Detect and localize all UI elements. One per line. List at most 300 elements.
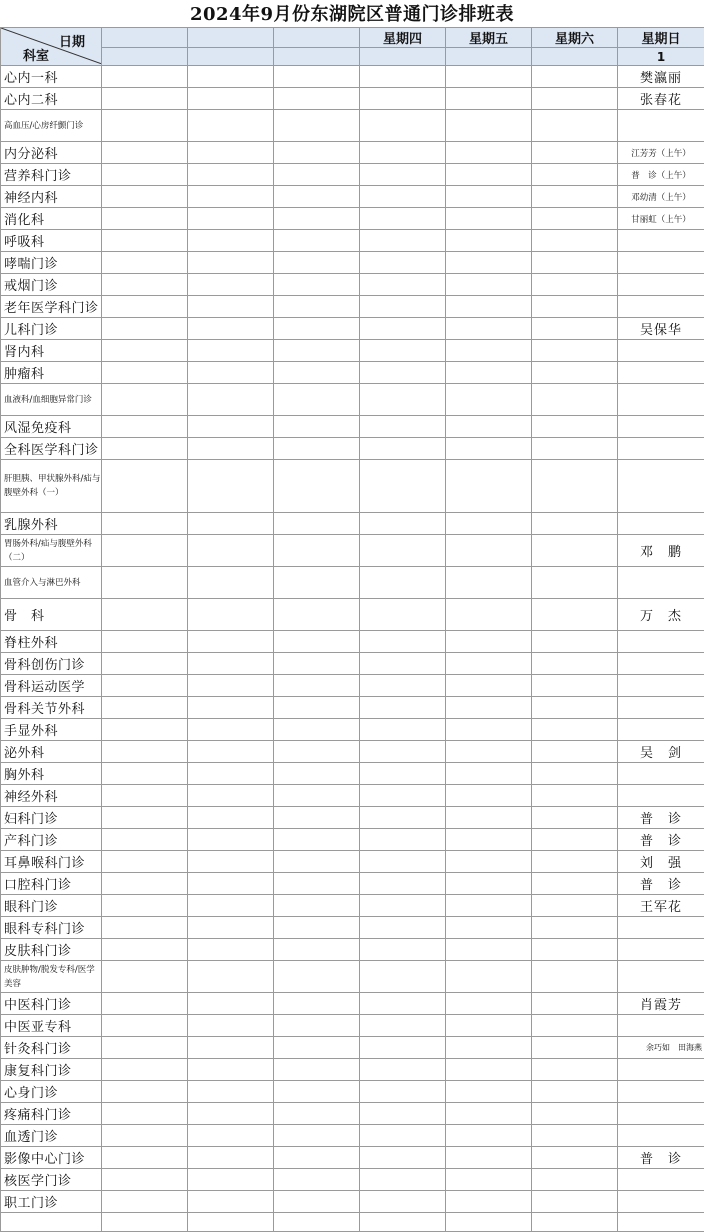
table-row — [1, 340, 704, 362]
sunday-doctor-cell: 余巧如 田海燕 — [618, 1037, 704, 1059]
schedule-cell — [274, 66, 360, 88]
dept-name-cell: 消化科 — [1, 208, 102, 230]
schedule-cell — [360, 939, 446, 961]
schedule-cell — [446, 993, 532, 1015]
schedule-cell — [532, 88, 618, 110]
schedule-cell — [360, 252, 446, 274]
schedule-cell — [532, 1125, 618, 1147]
schedule-cell — [274, 1037, 360, 1059]
sunday-doctor-cell — [618, 785, 704, 807]
schedule-cell — [102, 599, 188, 631]
schedule-cell — [446, 653, 532, 675]
schedule-cell — [274, 993, 360, 1015]
schedule-cell — [446, 1125, 532, 1147]
dept-name-cell: 泌外科 — [1, 741, 102, 763]
sunday-doctor-cell — [618, 362, 704, 384]
schedule-cell — [360, 873, 446, 895]
schedule-cell — [532, 961, 618, 993]
dept-name-cell: 胸外科 — [1, 763, 102, 785]
schedule-cell — [446, 873, 532, 895]
schedule-cell — [360, 1059, 446, 1081]
schedule-cell — [274, 1125, 360, 1147]
schedule-cell — [532, 741, 618, 763]
dept-name-cell: 骨科关节外科 — [1, 697, 102, 719]
schedule-cell — [188, 110, 274, 142]
schedule-cell — [446, 785, 532, 807]
schedule-cell — [274, 535, 360, 567]
schedule-cell — [360, 961, 446, 993]
schedule-cell — [532, 917, 618, 939]
schedule-cell — [446, 208, 532, 230]
header-weekday-row — [1, 28, 704, 48]
sunday-doctor-cell: 吴 剑 — [618, 741, 704, 763]
schedule-cell — [188, 340, 274, 362]
schedule-cell — [532, 1059, 618, 1081]
schedule-cell — [188, 993, 274, 1015]
dept-name-cell: 皮肤科门诊 — [1, 939, 102, 961]
schedule-cell — [446, 1191, 532, 1213]
table-row — [1, 939, 704, 961]
schedule-cell — [446, 895, 532, 917]
schedule-cell — [188, 873, 274, 895]
dept-name-cell: 呼吸科 — [1, 230, 102, 252]
schedule-cell — [360, 567, 446, 599]
table-row — [1, 1103, 704, 1125]
schedule-cell — [274, 961, 360, 993]
schedule-cell — [102, 873, 188, 895]
schedule-cell — [274, 873, 360, 895]
schedule-cell — [274, 567, 360, 599]
dept-name-cell: 血透门诊 — [1, 1125, 102, 1147]
table-row — [1, 1191, 704, 1213]
schedule-cell — [446, 535, 532, 567]
schedule-cell — [446, 66, 532, 88]
schedule-cell — [102, 416, 188, 438]
schedule-cell — [188, 763, 274, 785]
schedule-cell — [446, 340, 532, 362]
schedule-cell — [360, 829, 446, 851]
schedule-cell — [360, 535, 446, 567]
table-row — [1, 1169, 704, 1191]
schedule-cell — [532, 939, 618, 961]
schedule-cell — [446, 110, 532, 142]
sunday-doctor-cell: 邓 鹏 — [618, 535, 704, 567]
schedule-table — [0, 27, 704, 1232]
schedule-cell — [102, 567, 188, 599]
schedule-cell — [102, 362, 188, 384]
schedule-cell — [446, 631, 532, 653]
schedule-cell — [102, 66, 188, 88]
schedule-cell — [360, 460, 446, 513]
sunday-doctor-cell — [618, 1169, 704, 1191]
schedule-cell — [102, 384, 188, 416]
sunday-doctor-cell — [618, 296, 704, 318]
schedule-cell — [446, 1147, 532, 1169]
schedule-cell — [446, 763, 532, 785]
table-row — [1, 763, 704, 785]
schedule-cell — [102, 675, 188, 697]
schedule-cell — [274, 939, 360, 961]
schedule-cell — [102, 1125, 188, 1147]
schedule-cell — [102, 252, 188, 274]
schedule-cell — [446, 230, 532, 252]
schedule-cell — [446, 164, 532, 186]
schedule-cell — [532, 895, 618, 917]
dept-name-cell: 老年医学科门诊 — [1, 296, 102, 318]
schedule-cell — [274, 88, 360, 110]
schedule-cell — [274, 513, 360, 535]
empty-cell — [618, 1213, 704, 1232]
dept-name-cell: 中医科门诊 — [1, 993, 102, 1015]
dept-name-cell: 影像中心门诊 — [1, 1147, 102, 1169]
schedule-cell — [188, 535, 274, 567]
schedule-cell — [188, 66, 274, 88]
schedule-cell — [274, 785, 360, 807]
table-row — [1, 274, 704, 296]
schedule-cell — [102, 719, 188, 741]
schedule-cell — [360, 1081, 446, 1103]
sunday-doctor-cell — [618, 438, 704, 460]
sunday-doctor-cell: 普 诊（上午） — [618, 164, 704, 186]
schedule-cell — [274, 807, 360, 829]
schedule-cell — [102, 438, 188, 460]
schedule-cell — [274, 741, 360, 763]
dept-name-cell: 血管介入与淋巴外科 — [1, 567, 102, 599]
table-row — [1, 675, 704, 697]
weekday-header — [274, 28, 360, 48]
dept-name-cell: 手显外科 — [1, 719, 102, 741]
sunday-doctor-cell — [618, 384, 704, 416]
sunday-doctor-cell: 肖霞芳 — [618, 993, 704, 1015]
schedule-cell — [446, 416, 532, 438]
sunday-doctor-cell — [618, 340, 704, 362]
schedule-cell — [102, 1103, 188, 1125]
sunday-doctor-cell: 普 诊 — [618, 807, 704, 829]
dept-name-cell: 核医学门诊 — [1, 1169, 102, 1191]
schedule-cell — [446, 697, 532, 719]
schedule-cell — [274, 1081, 360, 1103]
sunday-doctor-cell — [618, 252, 704, 274]
table-row — [1, 318, 704, 340]
table-row — [1, 653, 704, 675]
schedule-cell — [102, 208, 188, 230]
table-row — [1, 1059, 704, 1081]
sunday-doctor-cell — [618, 631, 704, 653]
schedule-cell — [446, 274, 532, 296]
schedule-cell — [446, 186, 532, 208]
schedule-cell — [188, 675, 274, 697]
schedule-cell — [102, 829, 188, 851]
schedule-cell — [532, 1169, 618, 1191]
table-row — [1, 535, 704, 567]
weekday-header — [102, 28, 188, 48]
weekday-header — [188, 28, 274, 48]
empty-cell — [1, 1213, 102, 1232]
schedule-cell — [188, 599, 274, 631]
schedule-cell — [274, 829, 360, 851]
dept-name-cell: 胃肠外科/疝与腹壁外科（二） — [1, 535, 102, 567]
dept-name-cell: 风湿免疫科 — [1, 416, 102, 438]
schedule-cell — [188, 1015, 274, 1037]
schedule-cell — [446, 829, 532, 851]
corner-dept-label: 科室 — [23, 45, 49, 64]
corner-date-label: 日期 — [59, 31, 85, 50]
dept-name-cell: 针灸科门诊 — [1, 1037, 102, 1059]
schedule-cell — [274, 599, 360, 631]
schedule-cell — [532, 110, 618, 142]
schedule-cell — [188, 1037, 274, 1059]
schedule-cell — [532, 460, 618, 513]
dept-name-cell: 皮肤肿物/脱发专科/医学美容 — [1, 961, 102, 993]
table-row — [1, 230, 704, 252]
sunday-doctor-cell: 张春花 — [618, 88, 704, 110]
table-row — [1, 66, 704, 88]
schedule-cell — [446, 142, 532, 164]
diagonal-divider — [1, 28, 102, 64]
empty-cell — [446, 1213, 532, 1232]
sunday-doctor-cell: 王军花 — [618, 895, 704, 917]
schedule-cell — [446, 1015, 532, 1037]
schedule-cell — [446, 599, 532, 631]
schedule-cell — [102, 230, 188, 252]
schedule-cell — [360, 653, 446, 675]
sunday-doctor-cell — [618, 675, 704, 697]
schedule-cell — [360, 697, 446, 719]
schedule-cell — [360, 416, 446, 438]
table-row — [1, 252, 704, 274]
dept-name-cell: 血液科/血细胞异常门诊 — [1, 384, 102, 416]
table-row — [1, 1037, 704, 1059]
schedule-cell — [274, 274, 360, 296]
schedule-cell — [360, 110, 446, 142]
schedule-cell — [532, 438, 618, 460]
schedule-cell — [102, 763, 188, 785]
schedule-cell — [188, 895, 274, 917]
schedule-cell — [532, 1191, 618, 1213]
schedule-cell — [360, 993, 446, 1015]
schedule-cell — [188, 1081, 274, 1103]
schedule-cell — [274, 208, 360, 230]
schedule-cell — [188, 961, 274, 993]
schedule-cell — [102, 535, 188, 567]
schedule-cell — [360, 851, 446, 873]
sunday-doctor-cell — [618, 230, 704, 252]
schedule-cell — [274, 895, 360, 917]
schedule-cell — [360, 230, 446, 252]
schedule-cell — [532, 513, 618, 535]
table-row — [1, 513, 704, 535]
schedule-cell — [360, 1169, 446, 1191]
table-row — [1, 895, 704, 917]
table-row — [1, 785, 704, 807]
schedule-cell — [360, 513, 446, 535]
dept-name-cell: 眼科专科门诊 — [1, 917, 102, 939]
schedule-cell — [274, 653, 360, 675]
dept-name-cell: 儿科门诊 — [1, 318, 102, 340]
dept-name-cell: 神经外科 — [1, 785, 102, 807]
schedule-cell — [188, 274, 274, 296]
date-header — [532, 48, 618, 66]
schedule-cell — [446, 1169, 532, 1191]
table-row — [1, 208, 704, 230]
schedule-cell — [532, 362, 618, 384]
sunday-doctor-cell — [618, 939, 704, 961]
schedule-cell — [446, 939, 532, 961]
schedule-cell — [274, 142, 360, 164]
schedule-cell — [532, 829, 618, 851]
schedule-cell — [360, 142, 446, 164]
table-row — [1, 697, 704, 719]
schedule-cell — [188, 1169, 274, 1191]
schedule-cell — [188, 1191, 274, 1213]
dept-name-cell: 产科门诊 — [1, 829, 102, 851]
schedule-cell — [188, 741, 274, 763]
schedule-cell — [360, 807, 446, 829]
table-row — [1, 807, 704, 829]
schedule-cell — [532, 653, 618, 675]
schedule-cell — [188, 1059, 274, 1081]
schedule-cell — [446, 362, 532, 384]
dept-name-cell: 肿瘤科 — [1, 362, 102, 384]
schedule-cell — [446, 384, 532, 416]
date-header — [360, 48, 446, 66]
schedule-cell — [188, 829, 274, 851]
schedule-cell — [102, 653, 188, 675]
sunday-doctor-cell: 普 诊 — [618, 873, 704, 895]
sunday-doctor-cell: 普 诊 — [618, 1147, 704, 1169]
schedule-cell — [188, 362, 274, 384]
schedule-cell — [274, 186, 360, 208]
sunday-doctor-cell — [618, 917, 704, 939]
schedule-cell — [102, 340, 188, 362]
sunday-doctor-cell — [618, 653, 704, 675]
dept-name-cell: 妇科门诊 — [1, 807, 102, 829]
schedule-cell — [188, 142, 274, 164]
table-row — [1, 851, 704, 873]
table-row — [1, 296, 704, 318]
schedule-cell — [446, 741, 532, 763]
schedule-cell — [274, 340, 360, 362]
schedule-cell — [532, 208, 618, 230]
schedule-cell — [446, 1103, 532, 1125]
schedule-cell — [188, 1147, 274, 1169]
table-row — [1, 438, 704, 460]
dept-name-cell: 神经内科 — [1, 186, 102, 208]
sunday-doctor-cell: 江芳芳（上午） — [618, 142, 704, 164]
schedule-cell — [532, 186, 618, 208]
sunday-doctor-cell — [618, 961, 704, 993]
table-row — [1, 362, 704, 384]
schedule-cell — [274, 230, 360, 252]
schedule-cell — [360, 274, 446, 296]
schedule-cell — [532, 719, 618, 741]
schedule-cell — [532, 873, 618, 895]
sunday-doctor-cell: 邓幼清（上午） — [618, 186, 704, 208]
dept-name-cell: 疼痛科门诊 — [1, 1103, 102, 1125]
schedule-cell — [532, 631, 618, 653]
schedule-cell — [360, 208, 446, 230]
schedule-cell — [360, 1103, 446, 1125]
schedule-cell — [446, 1081, 532, 1103]
schedule-cell — [102, 142, 188, 164]
schedule-cell — [188, 697, 274, 719]
schedule-cell — [188, 318, 274, 340]
dept-name-cell: 乳腺外科 — [1, 513, 102, 535]
schedule-cell — [360, 719, 446, 741]
sunday-doctor-cell — [618, 763, 704, 785]
table-row — [1, 741, 704, 763]
schedule-cell — [188, 785, 274, 807]
schedule-cell — [102, 318, 188, 340]
schedule-cell — [446, 917, 532, 939]
schedule-cell — [102, 1015, 188, 1037]
table-row — [1, 961, 704, 993]
table-row — [1, 88, 704, 110]
schedule-cell — [532, 535, 618, 567]
schedule-cell — [102, 741, 188, 763]
schedule-cell — [274, 1015, 360, 1037]
empty-cell — [102, 1213, 188, 1232]
schedule-cell — [188, 807, 274, 829]
dept-name-cell: 高血压/心房纤颤门诊 — [1, 110, 102, 142]
sunday-doctor-cell — [618, 110, 704, 142]
schedule-cell — [446, 318, 532, 340]
dept-name-cell: 内分泌科 — [1, 142, 102, 164]
page-title: 2024年9月份东湖院区普通门诊排班表 — [0, 0, 704, 28]
schedule-cell — [446, 719, 532, 741]
schedule-cell — [188, 851, 274, 873]
schedule-cell — [102, 961, 188, 993]
schedule-cell — [274, 763, 360, 785]
empty-cell — [360, 1213, 446, 1232]
schedule-cell — [102, 164, 188, 186]
schedule-cell — [532, 697, 618, 719]
schedule-cell — [188, 917, 274, 939]
schedule-cell — [446, 296, 532, 318]
schedule-cell — [360, 164, 446, 186]
dept-name-cell: 眼科门诊 — [1, 895, 102, 917]
schedule-cell — [274, 384, 360, 416]
schedule-cell — [360, 318, 446, 340]
dept-name-cell: 口腔科门诊 — [1, 873, 102, 895]
table-row — [1, 829, 704, 851]
schedule-cell — [532, 66, 618, 88]
schedule-cell — [532, 1103, 618, 1125]
dept-name-cell: 骨 科 — [1, 599, 102, 631]
schedule-cell — [532, 274, 618, 296]
dept-name-cell: 康复科门诊 — [1, 1059, 102, 1081]
schedule-cell — [360, 1191, 446, 1213]
dept-name-cell: 肝胆胰、甲状腺外科/疝与腹壁外科（一） — [1, 460, 102, 513]
schedule-cell — [188, 296, 274, 318]
dept-name-cell: 心内一科 — [1, 66, 102, 88]
schedule-cell — [532, 1037, 618, 1059]
schedule-cell — [274, 318, 360, 340]
schedule-cell — [360, 66, 446, 88]
sunday-doctor-cell — [618, 1015, 704, 1037]
schedule-cell — [274, 362, 360, 384]
table-row — [1, 460, 704, 513]
schedule-cell — [188, 631, 274, 653]
sunday-doctor-cell — [618, 1103, 704, 1125]
dept-name-cell: 哮喘门诊 — [1, 252, 102, 274]
schedule-cell — [360, 296, 446, 318]
table-row — [1, 1125, 704, 1147]
schedule-cell — [102, 1191, 188, 1213]
schedule-cell — [188, 460, 274, 513]
schedule-cell — [360, 741, 446, 763]
schedule-cell — [360, 785, 446, 807]
